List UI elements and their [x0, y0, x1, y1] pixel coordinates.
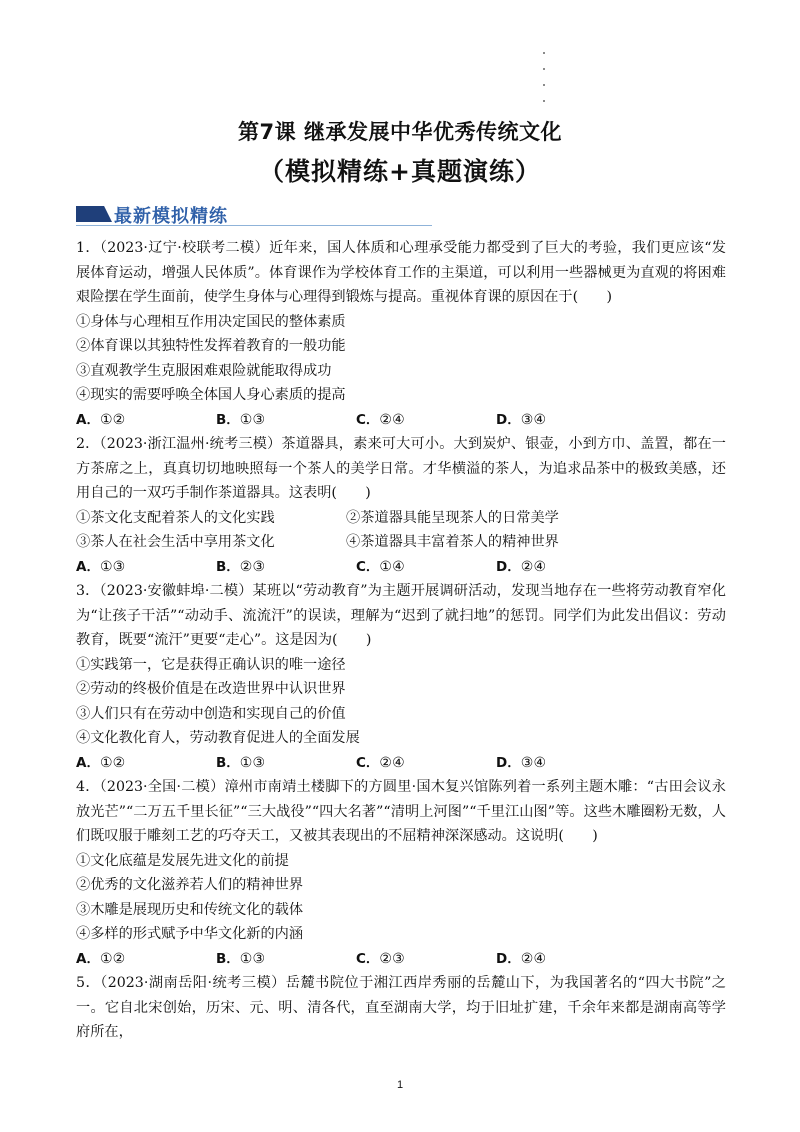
answer-choice: C．②④: [356, 754, 405, 771]
question-list: [76, 236, 726, 1045]
lesson-subtitle: （模拟精练+真题演练）: [259, 157, 541, 186]
answer-choice: B．①③: [216, 950, 266, 967]
question-4-option: ①文化底蕴是发展先进文化的前提: [76, 852, 289, 869]
question-3-option: ③人们只有在劳动中创造和实现自己的价值: [76, 705, 346, 722]
question-1-option: ③直观教学生克服困难艰险就能取得成功: [76, 362, 332, 379]
question-3-answers: [76, 751, 726, 776]
answer-choice: D．③④: [496, 754, 547, 771]
section-bar-icon: [76, 206, 112, 222]
question-4-option: ④多样的形式赋予中华文化新的内涵: [76, 926, 304, 942]
answer-choice: D．③④: [496, 411, 547, 428]
question-4-stem: 4．（2023·全国·二模）漳州市南靖土楼脚下的方圆里·国木复兴馆陈列着一系列主题木雕：“古田会议永放光芒”“二万五千里长征”“三大战役”“四大名著”“清明上河图”“千里江山图”等。这些木雕圈粉无数，人们既叹服于雕刻工艺的巧夺天工，又被其表现出的不屈精神深深感动。这说明( ): [76, 779, 726, 844]
question-2-option: ①茶文化支配着茶人的文化实践: [76, 509, 275, 526]
question-3-option: ②劳动的终极价值是在改造世界中认识世界: [76, 681, 346, 697]
answer-choice: C．②③: [356, 950, 405, 967]
question-3-option: ④文化教化育人，劳动教育促进人的全面发展: [76, 730, 360, 746]
answer-choice: A．①②: [76, 950, 126, 967]
question-2-option: ②茶道器具能呈现茶人的日常美学: [346, 509, 559, 526]
page-number: 1: [396, 1079, 404, 1091]
answer-choice: B．①③: [216, 411, 266, 428]
question-1-stem: 1．（2023·辽宁·校联考二模）近年来，国人体质和心理承受能力都受到了巨大的考验，我们更应该“发展体育运动，增强人民体质”。体育课作为学校体育工作的主渠道，可以利用一些器械更为直观的将困难艰险摆在学生面前，使学生身体与心理得到锻炼与提高。重视体育课的原因在于( ): [76, 240, 726, 305]
question-1-option: ①身体与心理相互作用决定国民的整体素质: [76, 313, 346, 330]
answer-choice: D．②④: [496, 950, 547, 967]
question-1-option: ④现实的需要呼唤全体国人身心素质的提高: [76, 387, 346, 403]
section-header: [76, 203, 432, 226]
answer-choice: D．②④: [496, 558, 547, 575]
question-5-stem: 5．（2023·湖南岳阳·统考三模）岳麓书院位于湘江西岸秀丽的岳麓山下，为我国著名的“四大书院”之一。它自北宋创始，历宋、元、明、清各代，直至湖南大学，均于旧址扩建，千余年来都是湖南高等学府所在，: [76, 975, 726, 1040]
question-4-answers: [76, 947, 726, 972]
margin-dots: [543, 52, 547, 116]
answer-choice: C．①④: [356, 558, 405, 575]
answer-choice: B．②③: [216, 558, 266, 575]
question-2-options-row: [76, 506, 726, 531]
question-3-stem: 3．（2023·安徽蚌埠·二模）某班以“劳动教育”为主题开展调研活动，发现当地存在一些将劳动教育窄化为“让孩子干活”“动动手、流流汗”的误读，理解为“迟到了就扫地”的惩罚。同学们为此发出倡议：劳动教育，既要“流汗”更要“走心”。这是因为( ): [76, 583, 726, 648]
question-4-option: ③木雕是展现历史和传统文化的载体: [76, 901, 304, 918]
question-2-stem: 2．（2023·浙江温州·统考三模）茶道器具，素来可大可小。大到炭炉、银壶，小到方巾、盖置，都在一方茶席之上，真真切切地映照每一个茶人的美学日常。才华横溢的茶人，为追求品茶中的极致美感，还用自己的一双巧手制作茶道器具。这表明( ): [76, 436, 726, 501]
answer-choice: C．②④: [356, 411, 405, 428]
question-1-answers: [76, 408, 726, 433]
question-4-option: ②优秀的文化滋养若人们的精神世界: [76, 877, 304, 893]
question-2-answers: [76, 555, 726, 580]
answer-choice: A．①③: [76, 558, 126, 575]
question-2-option: ③茶人在社会生活中享用茶文化: [76, 534, 275, 550]
answer-choice: A．①②: [76, 754, 126, 771]
question-2-option: ④茶道器具丰富着茶人的精神世界: [346, 534, 559, 550]
lesson-title: 第7课 继承发展中华优秀传统文化: [238, 120, 562, 144]
answer-choice: B．①③: [216, 754, 266, 771]
answer-choice: A．①②: [76, 411, 126, 428]
question-2-options-row: [76, 530, 726, 555]
section-title: 最新模拟精练: [114, 206, 228, 227]
question-3-option: ①实践第一，它是获得正确认识的唯一途径: [76, 656, 346, 673]
question-1-option: ②体育课以其独特性发挥着教育的一般功能: [76, 338, 346, 354]
